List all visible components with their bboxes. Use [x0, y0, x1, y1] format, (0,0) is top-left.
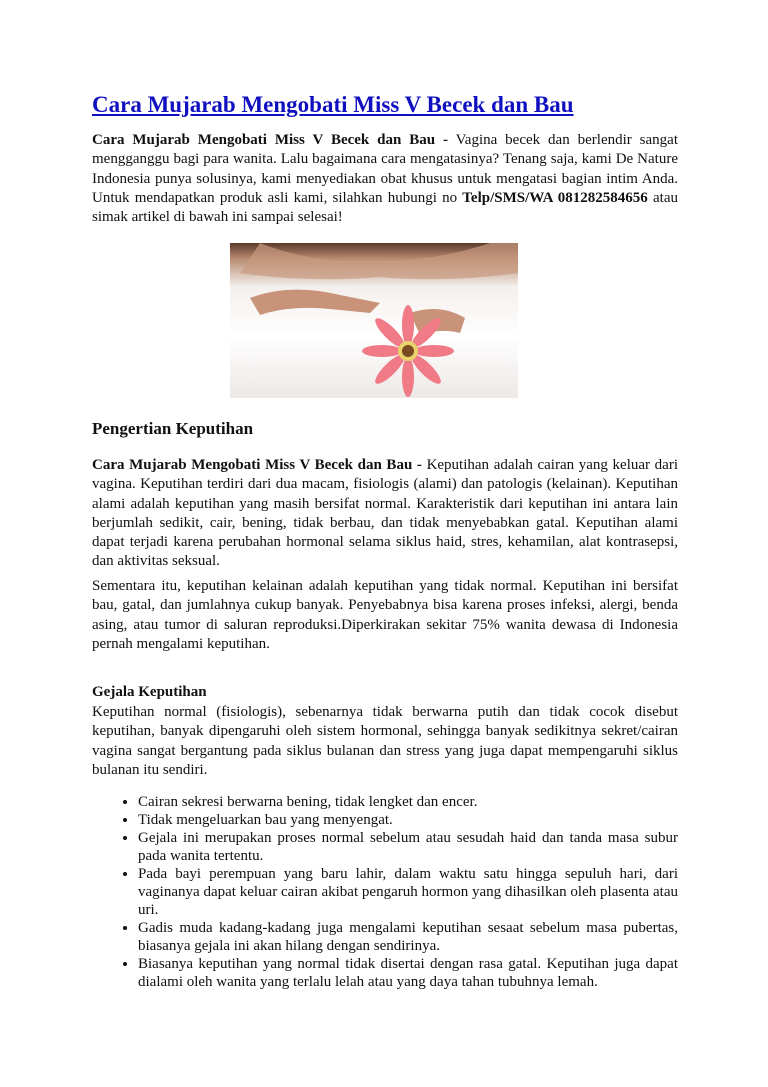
pengertian-text: Keputihan adalah cairan yang keluar dari vagina. Keputihan terdiri dari dua macam, fisiologis (alami) dan patologis (kelainan). Keputihan alami adalah keputihan yang masih bersifat normal. Karakteristik dari keputihan ini antara lain berjumlah sedikit, cair, bening, tidak berbau, dan tidak menyebabkan gatal. Keputihan alami dapat terjadi karena perubahan hormonal selama siklus haid, stres, kehamilan, alat kontrasepsi, dan aktivitas seksual. — [92, 457, 678, 570]
page-title[interactable]: Cara Mujarab Mengobati Miss V Becek dan Bau — [92, 92, 574, 117]
article-image — [230, 243, 518, 398]
gejala-list — [92, 793, 678, 991]
list-item: • Tidak mengeluarkan bau yang menyengat. — [138, 811, 678, 829]
section-heading-pengertian: Pengertian Keputihan — [92, 419, 254, 438]
contact-number: Telp/SMS/WA 081282584656 — [462, 189, 648, 206]
section-lead: Cara Mujarab Mengobati Miss V Becek dan Bau - — [92, 457, 422, 473]
intro-paragraph — [92, 131, 678, 227]
list-item: • Cairan sekresi berwarna bening, tidak lengket dan encer. — [138, 793, 678, 811]
list-item: • Pada bayi perempuan yang baru lahir, dalam waktu satu hingga sepuluh hari, dari vaginanya dapat keluar cairan akibat pengaruh hormon yang dihasilkan oleh plasenta atau uri. — [138, 865, 678, 919]
section-heading-gejala: Gejala Keputihan — [92, 684, 207, 700]
intro-text: Vagina becek dan berlendir sangat mengganggu bagi para wanita. Lalu bagaimana cara mengatasinya? Tenang saja, kami De Nature Indonesia punya solusinya, kami menyediakan obat khusus untuk mengatasi bagian intim Anda. Untuk mendapatkan produk asli kami, silahkan hubungi no — [92, 132, 678, 206]
pengertian-paragraph-1 — [92, 456, 678, 572]
list-item: • Gejala ini merupakan proses normal sebelum atau sesudah haid dan tanda masa subur pada wanita tertentu. — [138, 829, 678, 865]
pengertian-paragraph-2: Sementara itu, keputihan kelainan adalah keputihan yang tidak normal. Keputihan ini bersifat bau, gatal, dan jumlahnya cukup banyak. Penyebabnya bisa karena proses infeksi, alergi, benda asing, atau tumor di saluran reproduksi.Diperkirakan sekitar 75% wanita dewasa di Indonesia pernah mengalami keputihan. — [92, 578, 678, 652]
list-item: • Biasanya keputihan yang normal tidak disertai dengan rasa gatal. Keputihan juga dapat dialami oleh wanita yang terlalu lelah atau yang daya tahan tubuhnya lemah. — [138, 955, 678, 991]
intro-text-end: atau simak artikel di bawah ini sampai selesai! — [92, 189, 678, 226]
gejala-paragraph: Keputihan normal (fisiologis), sebenarnya tidak berwarna putih dan tidak cocok disebut keputihan, banyak dipengaruhi oleh sistem hormonal, sehingga banyak sedikitnya sekret/cairan vagina sangat bergantung pada siklus bulanan dan stress yang juga dapat mempengaruhi siklus bulanan itu sendiri. — [92, 704, 678, 778]
list-item: • Gadis muda kadang-kadang juga mengalami keputihan sesaat sebelum masa pubertas, biasanya gejala ini akan hilang dengan sendirinya. — [138, 919, 678, 955]
intro-lead: Cara Mujarab Mengobati Miss V Becek dan Bau - — [92, 132, 448, 148]
flower-illustration — [230, 243, 518, 398]
